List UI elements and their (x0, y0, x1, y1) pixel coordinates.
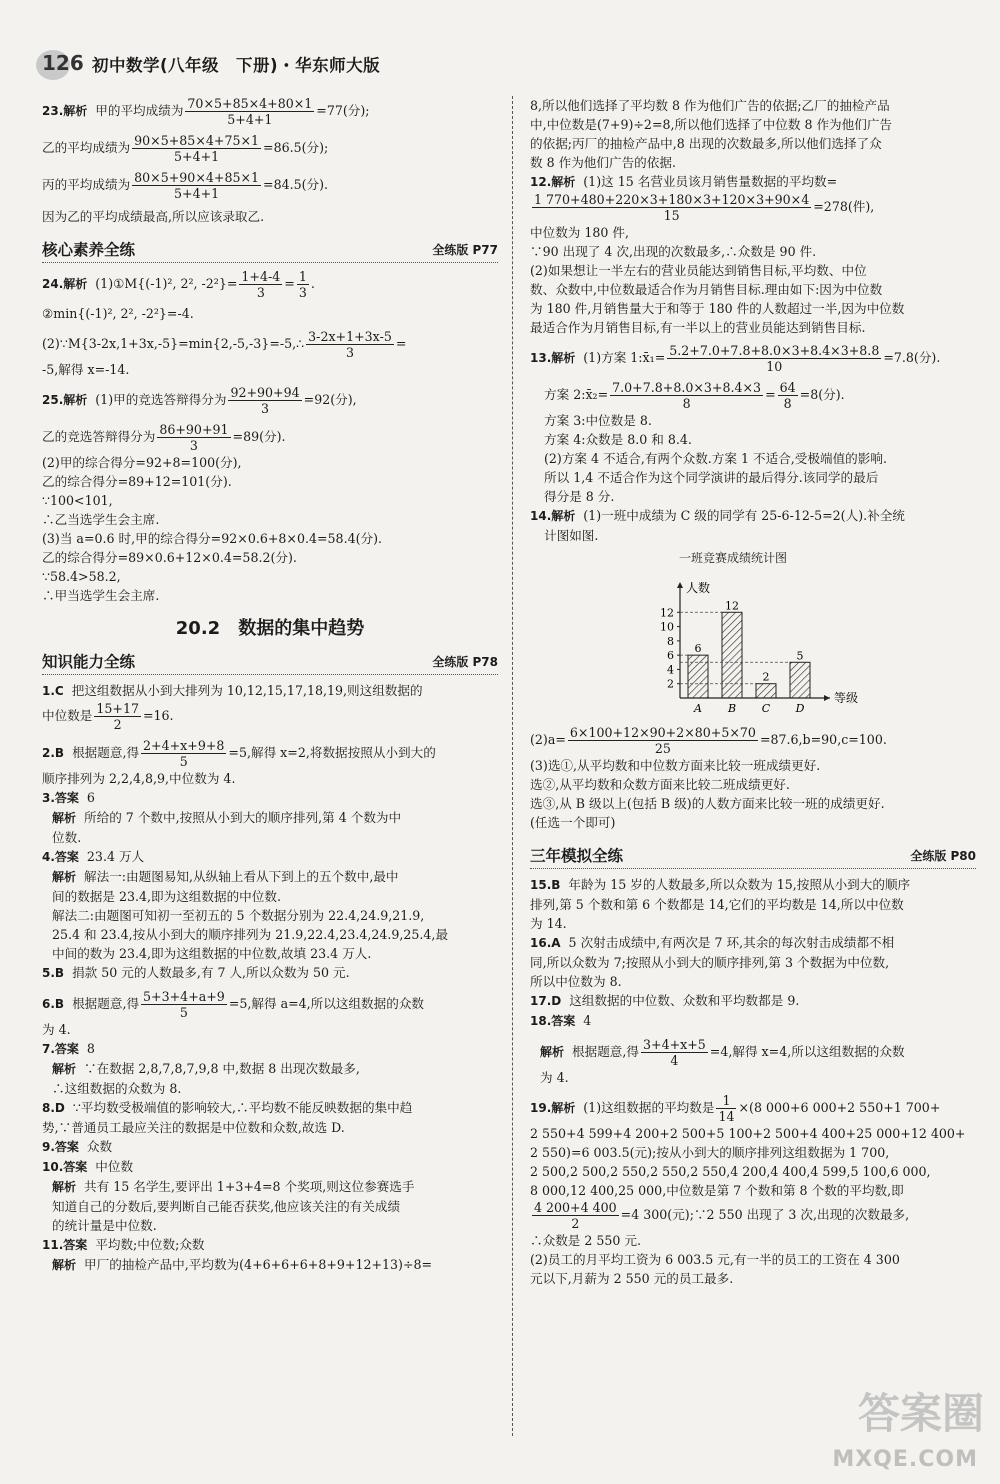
fraction (610, 380, 763, 411)
text: 中位数是 (42, 708, 93, 723)
answer: 众数 (86, 1139, 113, 1154)
denominator: 14 (718, 1109, 735, 1124)
q25-line3: (2)甲的综合得分=92+8=100(分), (42, 455, 242, 470)
q8-label: 8.D (42, 1101, 65, 1115)
chart-title: 一班竞赛成绩统计图 (678, 551, 787, 565)
numerator: 15+17 (96, 701, 139, 716)
numerator: 3+4+x+5 (643, 1037, 706, 1052)
q24-line2: ②min{(-1)², 2², -2²}=-4. (42, 306, 194, 321)
text: 乙的平均成绩为 (42, 140, 131, 155)
q17-label: 17.D (530, 994, 562, 1008)
denominator: 3 (346, 345, 355, 360)
x-tick-label: A (694, 702, 702, 715)
q19-line3: 2 550)=6 003.5(元);按从小到大的顺序排列这组数据为 1 700, (530, 1145, 890, 1160)
text: 把这组数据从小到大排列为 10,12,15,17,18,19,则这组数据的 (71, 683, 423, 698)
denominator: 5+4+1 (227, 112, 273, 127)
text: =278(件), (813, 199, 875, 214)
numerator: 1 770+480+220×3+180×3+120×3+90×4 (534, 192, 810, 207)
q5-line1 (42, 963, 498, 983)
numerator: 64 (779, 380, 796, 395)
q11-label: 11.答案 (42, 1238, 88, 1252)
q15-label: 15.B (530, 878, 561, 892)
bar-value-label: 6 (694, 642, 702, 656)
sub-label: 解析 (540, 1045, 565, 1059)
fraction (297, 269, 309, 300)
q7-line2: ∴这组数据的众数为 8. (52, 1081, 182, 1096)
q2-line1 (42, 738, 498, 769)
y-tick-label: 12 (660, 606, 674, 620)
q18-answer (530, 1011, 976, 1031)
answer: 6 (86, 790, 95, 805)
q10-line1 (42, 1177, 498, 1197)
q6-label: 6.B (42, 997, 65, 1011)
denominator: 3 (189, 438, 198, 453)
q4-answer (42, 847, 498, 867)
q4-line3: 解法二:由题图可知初一至初五的 5 个数据分别为 22.4,24.9,21.9, (52, 908, 425, 923)
q1-line1 (42, 681, 498, 701)
q24-line3 (42, 329, 498, 360)
q12-label: 12.解析 (530, 175, 576, 189)
y-axis-label: 人数 (686, 581, 711, 595)
q14-line3 (530, 725, 976, 756)
q18-line1 (530, 1037, 976, 1068)
right-column (530, 96, 976, 1288)
q15-line1 (530, 875, 976, 895)
q6-line1 (42, 989, 498, 1020)
text: 甲的平均成绩为 (95, 103, 184, 118)
q19-label: 19.解析 (530, 1101, 576, 1115)
q13-line6: 所以 1,4 不适合作为这个同学演讲的最后得分.该同学的最后 (544, 470, 879, 485)
q10-line3: 的统计量是中位数. (52, 1218, 157, 1233)
fraction (141, 738, 226, 769)
bar (790, 662, 810, 698)
fraction (132, 170, 261, 201)
q11-cont-line2: 中,中位数是(7+9)÷2=8,所以他们选择了中位数 8 作为他们广告 (530, 117, 893, 132)
q25-line2 (42, 422, 498, 453)
numerator: 86+90+91 (159, 422, 229, 437)
text: ×(8 000+6 000+2 550+1 700+ (738, 1100, 941, 1115)
q25-line1 (42, 385, 498, 416)
q15-line2: 排列,第 5 个数和第 6 个数都是 14,它们的平均数是 14,所以中位数 (530, 897, 904, 912)
q4-line1 (42, 867, 498, 887)
q19-line2: 2 550+4 599+4 200+2 500+5 100+2 500+4 400+25 000+12 400+ (530, 1126, 966, 1141)
numerator: 92+90+94 (230, 385, 300, 400)
text: 这组数据的中位数、众数和平均数都是 9. (569, 993, 800, 1008)
q3-label: 3.答案 (42, 791, 79, 805)
bar (722, 612, 742, 698)
denominator: 5 (179, 1005, 188, 1020)
text: = (395, 336, 407, 351)
text: =77(分); (316, 103, 370, 118)
denominator: 3 (298, 285, 307, 300)
q16-label: 16.A (530, 936, 561, 950)
q19-line4: 2 500,2 500,2 550,2 550,2 550,4 200,4 400,4 599,5 100,6 000, (530, 1164, 931, 1179)
answer: 平均数;中位数;众数 (95, 1237, 205, 1252)
q9-label: 9.答案 (42, 1140, 79, 1154)
q25-line8: 乙的综合得分=89×0.6+12×0.4=58.2(分). (42, 550, 297, 565)
y-tick-label: 6 (667, 649, 674, 663)
q16-line1 (530, 933, 976, 953)
answer: 8 (86, 1041, 95, 1056)
text: =89(分). (232, 429, 286, 444)
y-axis-arrow (677, 582, 683, 588)
sub-label: 解析 (52, 811, 77, 825)
q8-line2: 势,∵普通员工最应关注的数据是中位数和众数,故选 D. (42, 1120, 345, 1135)
q10-label: 10.答案 (42, 1160, 88, 1174)
text: = (765, 387, 776, 402)
fraction (157, 422, 230, 453)
text: (1)这组数据的平均数是 (583, 1100, 715, 1115)
y-tick-label: 10 (660, 620, 674, 634)
q14-line5: 选②,从平均数和众数方面来比较二班成绩更好. (530, 777, 790, 792)
denominator: 3 (261, 401, 270, 416)
fraction (185, 96, 314, 127)
text: 共有 15 名学生,要评出 1+3+4=8 个奖项,则这位参赛选手 (84, 1179, 415, 1194)
text: 丙的平均成绩为 (42, 177, 131, 192)
q25-line7: (3)当 a=0.6 时,甲的综合得分=92×0.6+8×0.4=58.4(分). (42, 531, 383, 546)
text: =7.8(分). (883, 350, 941, 365)
fraction (132, 133, 261, 164)
fraction (641, 1037, 708, 1068)
q3-line1 (42, 808, 498, 828)
sub-label: 解析 (52, 1180, 77, 1194)
numerator: 90×5+85×4+75×1 (134, 133, 260, 148)
q3-line2: 位数. (52, 830, 82, 845)
q24-line4: -5,解得 x=-14. (42, 362, 130, 377)
numerator: 5+3+4+a+9 (143, 989, 225, 1004)
numerator: 5.2+7.0+7.8+8.0×3+8.4×3+8.8 (669, 343, 880, 358)
sub-label: 解析 (52, 1062, 77, 1076)
text: (1)方案 1:x̄₁= (583, 350, 666, 365)
watermark-text: 答案圈 (857, 1389, 984, 1438)
numerator: 3-2x+1+3x-5 (308, 329, 392, 344)
fraction (306, 329, 394, 360)
q16-line3: 所以中位数为 8. (530, 974, 622, 989)
section-ref: 全练版 P80 (910, 849, 976, 863)
q17-line1 (530, 991, 976, 1011)
q1-line2 (42, 701, 498, 732)
q4-line4: 25.4 和 23.4,按从小到大的顺序排列为 21.9,22.4,23.4,24.9,25.4,最 (52, 927, 449, 942)
q12-line2 (530, 192, 976, 223)
fraction (228, 385, 301, 416)
sub-label: 解析 (52, 1258, 77, 1272)
text: 方案 2:x̄₂= (544, 387, 609, 402)
page-number: 126 (42, 51, 84, 75)
section-title: 核心素养全练 (42, 241, 136, 259)
text: (1)甲的竞选答辩得分为 (95, 392, 227, 407)
q2-label: 2.B (42, 746, 65, 760)
text: 根据题意,得 (72, 745, 140, 760)
watermark-url: MXQE.COM (832, 1447, 978, 1472)
text: =5,解得 x=2,将数据按照从小到大的 (228, 745, 436, 760)
q12-line6: 数、众数中,中位数最适合作为月销售目标.理由如下:因为中位数 (530, 282, 883, 297)
text: =16. (142, 708, 174, 723)
q13-line1 (530, 343, 976, 374)
y-tick-label: 4 (667, 663, 674, 677)
q14-line1 (530, 506, 976, 526)
text: =92(分), (303, 392, 357, 407)
text: =8(分). (799, 387, 845, 402)
q25-line9: ∵58.4>58.2, (42, 569, 121, 584)
q11-cont-line4: 数 8 作为他们广告的依据. (530, 155, 676, 170)
bar-value-label: 5 (796, 649, 804, 663)
text: =4 300(元);∵2 550 出现了 3 次,出现的次数最多, (620, 1207, 910, 1222)
q12-line8: 最适合作为月销售目标,有一半以上的营业员能达到销售目标. (530, 320, 866, 335)
section-core-literacy (42, 234, 498, 263)
denominator: 10 (766, 359, 783, 374)
q23-line2 (42, 133, 498, 164)
x-axis-arrow (824, 695, 830, 701)
q8-line1 (42, 1098, 498, 1118)
fraction (532, 192, 811, 223)
text: (2)a= (530, 732, 566, 747)
q14-label: 14.解析 (530, 509, 576, 523)
x-tick-label: C (761, 702, 771, 715)
q5-label: 5.B (42, 966, 65, 980)
denominator: 4 (670, 1053, 679, 1068)
section-ref: 全练版 P78 (432, 655, 498, 669)
q10-answer (42, 1157, 498, 1177)
q14-line7: (任选一个即可) (530, 815, 616, 830)
fraction (239, 269, 282, 300)
q2-line2: 顺序排列为 2,2,4,8,9,中位数为 4. (42, 771, 236, 786)
denominator: 3 (256, 285, 265, 300)
denominator: 8 (783, 396, 792, 411)
y-tick-label: 2 (667, 677, 674, 691)
section-heading-20-2: 20.2 数据的集中趋势 (175, 618, 365, 639)
q3-answer (42, 788, 498, 808)
denominator: 5+4+1 (174, 149, 220, 164)
q24-label: 24.解析 (42, 277, 88, 291)
section-three-year (530, 840, 976, 869)
column-divider (512, 96, 513, 1436)
fraction (532, 1200, 619, 1231)
q19-line5: 8 000,12 400,25 000,中位数是第 7 个数和第 8 个数的平均数,即 (530, 1183, 904, 1198)
q15-line3: 为 14. (530, 916, 567, 931)
x-axis-label: 等级 (834, 691, 859, 705)
denominator: 5 (179, 754, 188, 769)
q25-line10: ∴甲当选学生会主席. (42, 588, 160, 603)
text: =86.5(分); (263, 140, 329, 155)
q13-line3: 方案 3:中位数是 8. (544, 413, 652, 428)
denominator: 15 (663, 208, 680, 223)
numerator: 6×100+12×90+2×80+5×70 (569, 725, 756, 740)
text: ∵在数据 2,8,7,8,7,9,8 中,数据 8 出现次数最多, (84, 1061, 360, 1076)
q16-line2: 同,所以众数为 7;按照从小到大的顺序排列,第 3 个数据为中位数, (530, 955, 890, 970)
q7-answer (42, 1039, 498, 1059)
q23-line4: 因为乙的平均成绩最高,所以应该录取乙. (42, 209, 265, 224)
numerator: 70×5+85×4+80×1 (187, 96, 313, 111)
q23-line3 (42, 170, 498, 201)
bar-value-label: 2 (762, 670, 770, 684)
fraction (94, 701, 141, 732)
numerator: 1+4-4 (241, 269, 281, 284)
q25-line4: 乙的综合得分=89+12=101(分). (42, 474, 232, 489)
bar (688, 655, 708, 698)
fraction (568, 725, 758, 756)
q12-line4: ∵90 出现了 4 次,出现的次数最多,∴众数是 90 件. (530, 244, 817, 259)
section-knowledge (42, 646, 498, 675)
x-tick-label: B (727, 702, 737, 715)
numerator: 7.0+7.8+8.0×3+8.4×3 (612, 380, 762, 395)
q13-line4: 方案 4:众数是 8.0 和 8.4. (544, 432, 692, 447)
q12-line7: 为 180 件,月销售量大于和等于 180 件的人数超过一半,因为中位数 (530, 301, 905, 316)
q14-line4: (3)选①,从平均数和中位数方面来比较一班成绩更好. (530, 758, 821, 773)
q7-label: 7.答案 (42, 1042, 79, 1056)
numerator: 1 (716, 1093, 736, 1109)
section-title: 知识能力全练 (42, 653, 136, 671)
watermark-logo (832, 1389, 984, 1474)
q14-line6: 选③,从 B 级以上(包括 B 级)的人数方面来比较一班的成绩更好. (530, 796, 885, 811)
text: 解法一:由题图易知,从纵轴上看从下到上的五个数中,最中 (84, 869, 399, 884)
fraction (716, 1093, 736, 1124)
answer: 4 (583, 1013, 592, 1028)
q4-line2: 间的数据是 23.4,即为这组数据的中位数. (52, 889, 281, 904)
text: ∵平均数受极端值的影响较大,∴平均数不能反映数据的集中趋 (72, 1100, 413, 1115)
answer: 中位数 (95, 1159, 134, 1174)
text: (1)一班中成绩为 C 级的同学有 25-6-12-5=2(人).补全统 (583, 508, 905, 523)
numerator: 1 (298, 269, 307, 284)
q12-line5: (2)如果想让一半左右的营业员能达到销售目标,平均数、中位 (530, 263, 867, 278)
numerator: 80×5+90×4+85×1 (134, 170, 260, 185)
text: 年龄为 15 岁的人数最多,所以众数为 15,按照从小到大的顺序 (568, 877, 911, 892)
q23-label: 23.解析 (42, 104, 88, 118)
q10-line2: 知道自己的分数后,要判断自己能否获奖,他应该关注的有关成绩 (52, 1199, 401, 1214)
q23-line1 (42, 96, 498, 127)
book-title: 初中数学(八年级 下册)・华东师大版 (92, 56, 381, 75)
q11-cont-line3: 的依据;丙厂的抽检产品中,8 出现的次数最多,所以他们选择了众 (530, 136, 882, 151)
text: =5,解得 a=4,所以这组数据的众数 (228, 996, 425, 1011)
text: (1)这 15 名营业员该月销售量数据的平均数= (583, 174, 838, 189)
q14-line2: 计图如图. (544, 528, 599, 543)
sub-label: 解析 (52, 870, 77, 884)
text: 乙的竞选答辩得分为 (42, 429, 156, 444)
denominator: 8 (682, 396, 691, 411)
text: = (284, 276, 295, 291)
bar-value-label: 12 (725, 599, 739, 613)
q19-line6 (530, 1200, 976, 1231)
text: 捐款 50 元的人数最多,有 7 人,所以众数为 50 元. (72, 965, 350, 980)
text: 根据题意,得 (72, 996, 140, 1011)
text: 5 次射击成绩中,有两次是 7 环,其余的每次射击成绩都不相 (568, 935, 895, 950)
q11-line1 (42, 1255, 498, 1275)
text: (1)①M{(-1)², 2², -2²}= (95, 276, 238, 291)
denominator: 2 (571, 1216, 580, 1231)
q25-line5: ∵100<101, (42, 493, 113, 508)
q12-line1 (530, 172, 976, 192)
q12-line3: 中位数为 180 件, (530, 225, 630, 240)
q19-line7: ∴众数是 2 550 元. (530, 1233, 642, 1248)
q4-line5: 中间的数为 23.4,即为这组数据的中位数,故填 23.4 万人. (52, 946, 372, 961)
section-ref: 全练版 P77 (432, 243, 498, 257)
q24-line1 (42, 269, 498, 300)
q25-line6: ∴乙当选学生会主席. (42, 512, 160, 527)
bar (756, 684, 776, 698)
q1-label: 1.C (42, 684, 64, 698)
denominator: 5+4+1 (174, 186, 220, 201)
q13-line2 (530, 380, 976, 411)
text: =4,解得 x=4,所以这组数据的众数 (709, 1044, 905, 1059)
denominator: 2 (113, 717, 122, 732)
text: 所给的 7 个数中,按照从小到大的顺序排列,第 4 个数为中 (84, 810, 402, 825)
text: =84.5(分). (263, 177, 329, 192)
numerator: 4 200+4 400 (534, 1200, 617, 1215)
denominator: 25 (654, 741, 671, 756)
y-tick-label: 8 (667, 634, 674, 648)
q18-label: 18.答案 (530, 1014, 576, 1028)
q19-line9: 元以下,月薪为 2 550 元的员工最多. (530, 1271, 734, 1286)
left-column (42, 96, 498, 1275)
x-tick-label: D (795, 702, 805, 715)
q11-cont-line1: 8,所以他们选择了平均数 8 作为他们广告的依据;乙厂的抽检产品 (530, 98, 890, 113)
text: . (310, 276, 315, 291)
section-title: 三年模拟全练 (530, 847, 624, 865)
text: 甲厂的抽检产品中,平均数为(4+6+6+6+8+9+12+13)÷8= (84, 1257, 433, 1272)
q25-label: 25.解析 (42, 393, 88, 407)
q6-line2: 为 4. (42, 1022, 71, 1037)
q19-line1 (530, 1093, 976, 1124)
fraction (667, 343, 881, 374)
page-header (42, 52, 602, 84)
q4-label: 4.答案 (42, 850, 79, 864)
q11-answer (42, 1235, 498, 1255)
bar-chart (530, 570, 976, 720)
q7-line1 (42, 1059, 498, 1079)
q13-label: 13.解析 (530, 351, 576, 365)
fraction (141, 989, 227, 1020)
text: (2)∵M{3-2x,1+3x,-5}=min{2,-5,-3}=-5,∴ (42, 336, 305, 351)
fraction (778, 380, 798, 411)
q13-line7: 得分是 8 分. (544, 489, 615, 504)
answer: 23.4 万人 (86, 849, 145, 864)
q18-line2: 为 4. (540, 1070, 569, 1085)
text: =87.6,b=90,c=100. (759, 732, 887, 747)
text: 根据题意,得 (572, 1044, 639, 1059)
q13-line5: (2)方案 4 不适合,有两个众数.方案 1 不适合,受极端值的影响. (544, 451, 887, 466)
q19-line8: (2)员工的月平均工资为 6 003.5 元,有一半的员工的工资在 4 300 (530, 1252, 900, 1267)
q9-answer (42, 1137, 498, 1157)
numerator: 2+4+x+9+8 (143, 738, 225, 753)
